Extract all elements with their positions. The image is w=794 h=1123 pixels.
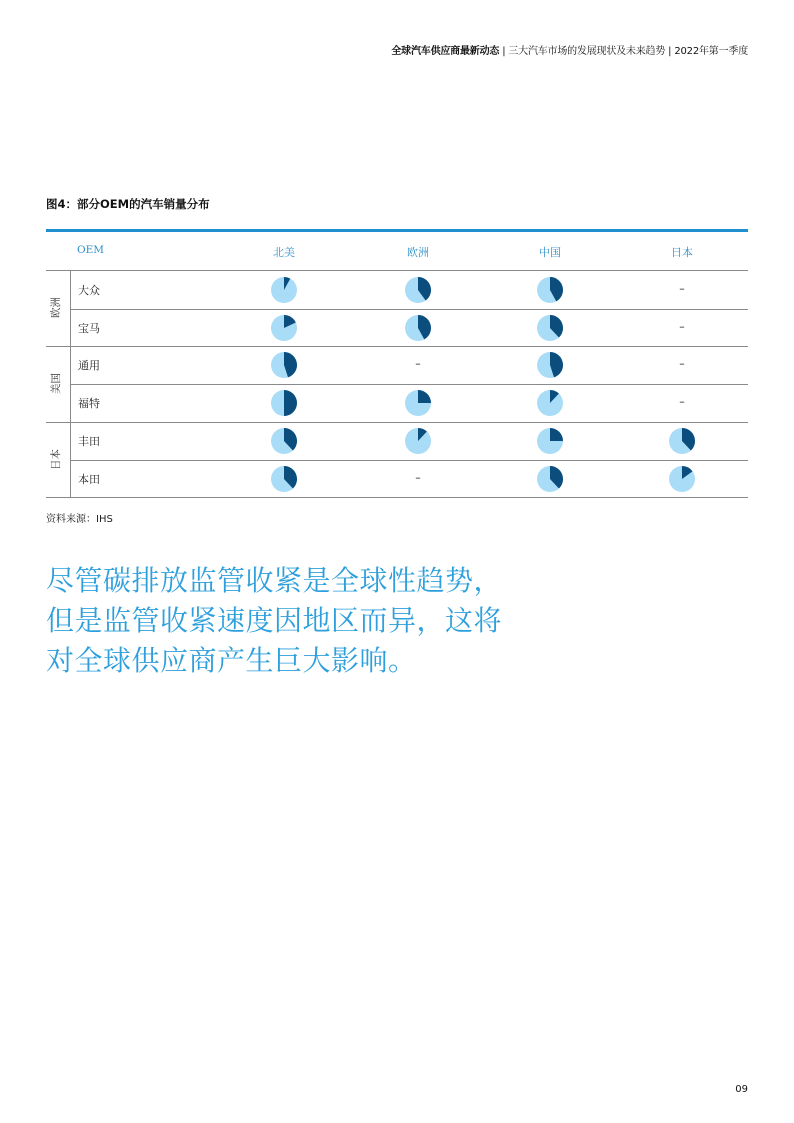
share-pie-chart: [404, 427, 432, 455]
table-rule: [70, 309, 748, 310]
share-pie-chart: [270, 276, 298, 304]
share-pie-chart: [404, 276, 432, 304]
running-header: [391, 42, 748, 57]
no-data-dash: –: [679, 281, 685, 295]
header-separator: |: [668, 46, 672, 57]
no-data-dash: –: [415, 470, 421, 484]
column-header-north-america: 北美: [273, 246, 295, 259]
oem-label: 丰田: [78, 435, 100, 448]
page-number: 09: [735, 1084, 748, 1095]
header-period: 2022年第一季度: [674, 46, 748, 57]
column-header-japan: 日本: [671, 246, 693, 259]
oem-label: 大众: [78, 283, 100, 297]
table-rule: [46, 346, 748, 347]
share-pie-chart: [270, 465, 298, 493]
share-pie-chart: [270, 427, 298, 455]
share-pie-chart: [536, 314, 564, 342]
share-pie-chart: [536, 389, 564, 417]
figure-title: 图4：部分OEM的汽车销量分布: [46, 197, 210, 211]
region-label: 美国: [50, 373, 62, 394]
share-pie-chart: [270, 314, 298, 342]
share-pie-chart: [536, 351, 564, 379]
no-data-dash: –: [679, 319, 685, 333]
share-pie-chart: [536, 465, 564, 493]
share-pie-chart: [536, 276, 564, 304]
region-label: 欧洲: [50, 297, 62, 318]
figure-source: 资料来源：IHS: [46, 514, 113, 525]
share-pie-chart: [668, 465, 696, 493]
header-report-title: 全球汽车供应商最新动态: [391, 46, 500, 57]
column-header-europe: 欧洲: [407, 246, 429, 259]
table-rule: [70, 460, 748, 461]
share-pie-chart: [404, 314, 432, 342]
table-rule: [46, 497, 748, 498]
share-pie-chart: [404, 389, 432, 417]
column-header-china: 中国: [539, 246, 561, 259]
region-label: 日本: [50, 448, 62, 470]
oem-label: 通用: [78, 359, 100, 372]
share-pie-chart: [270, 389, 298, 417]
header-subtitle: 三大汽车市场的发展现状及未来趋势: [508, 46, 666, 57]
pie-slice: [418, 390, 431, 403]
share-pie-chart: [270, 351, 298, 379]
no-data-dash: –: [679, 395, 685, 408]
column-header-oem: OEM: [77, 244, 105, 256]
share-pie-chart: [668, 427, 696, 455]
no-data-dash: –: [679, 357, 685, 370]
pie-slice: [550, 428, 563, 441]
header-separator: |: [502, 46, 506, 57]
pie-slice: [284, 390, 297, 416]
table-rule: [46, 270, 748, 271]
table-rule: [46, 422, 748, 423]
oem-label: 福特: [78, 397, 100, 410]
oem-label: 本田: [78, 472, 100, 486]
table-rule: [70, 384, 748, 385]
region-divider: [70, 270, 71, 498]
table-top-rule: [46, 229, 748, 232]
share-pie-chart: [536, 427, 564, 455]
oem-label: 宝马: [78, 321, 100, 335]
pull-quote: 尽管碳排放监管收紧是全球性趋势，但是监管收紧速度因地区而异，这将对全球供应商产生巨大影响。: [46, 564, 503, 677]
no-data-dash: –: [415, 357, 421, 370]
